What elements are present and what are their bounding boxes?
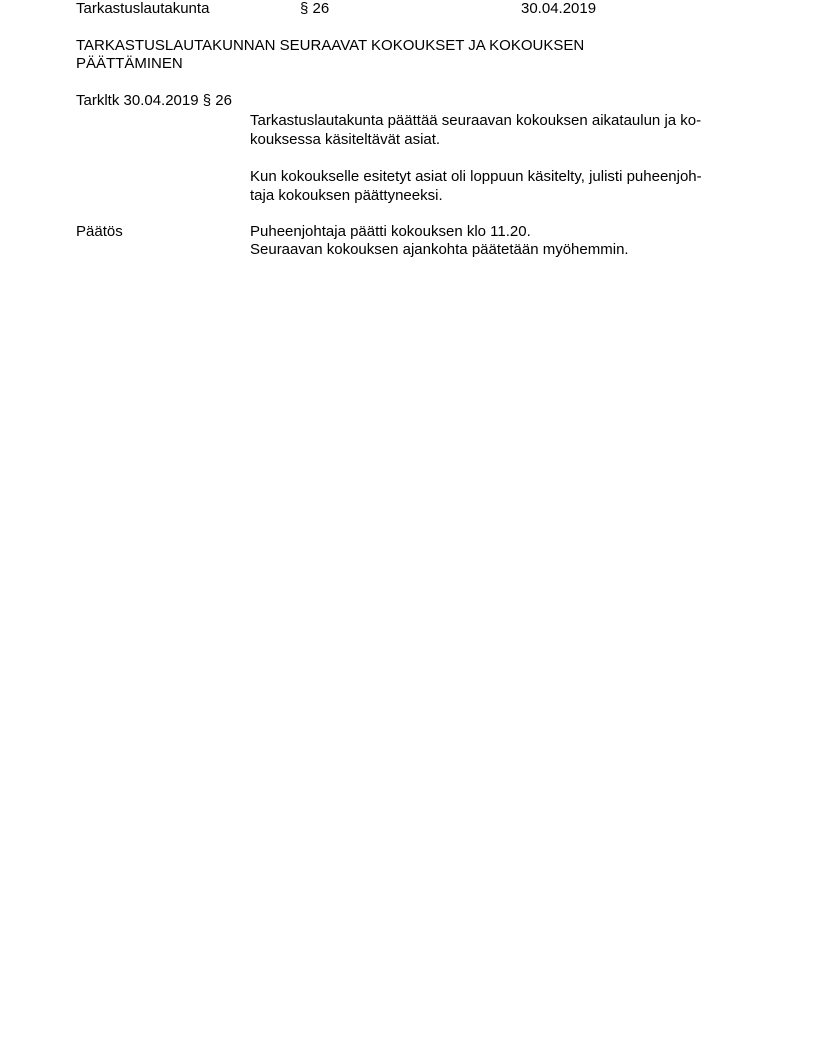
paragraph-2-line-2: taja kokouksen päättyneeksi. — [250, 187, 443, 204]
paragraph-1-line-2: kouksessa käsiteltävät asiat. — [250, 131, 441, 148]
body-paragraph-1 — [250, 111, 740, 149]
decision-line-2: Seuraavan kokouksen ajankohta päätetään myöhemmin. — [250, 241, 629, 258]
paragraph-2-line-1: Kun kokoukselle esitetyt asiat oli loppuun käsitelty, julisti puheenjoh- — [250, 168, 702, 185]
title-line-2: PÄÄTTÄMINEN — [76, 55, 183, 72]
header-organization: Tarkastuslautakunta — [76, 0, 210, 17]
reference-label: Tarkltk 30.04.2019 § 26 — [76, 92, 232, 109]
title-line-1: TARKASTUSLAUTAKUNNAN SEURAAVAT KOKOUKSET JA KOKOUKSEN — [76, 37, 585, 54]
body-paragraph-2 — [250, 167, 740, 205]
header-section-number: § 26 — [300, 0, 330, 17]
header-date: 30.04.2019 — [521, 0, 597, 17]
decision-line-1: Puheenjohtaja päätti kokouksen klo 11.20. — [250, 223, 531, 240]
decision-label: Päätös — [76, 223, 123, 240]
paragraph-1-line-1: Tarkastuslautakunta päättää seuraavan kokouksen aikataulun ja ko- — [250, 112, 702, 129]
document-title — [76, 37, 676, 73]
decision-text — [250, 223, 740, 259]
